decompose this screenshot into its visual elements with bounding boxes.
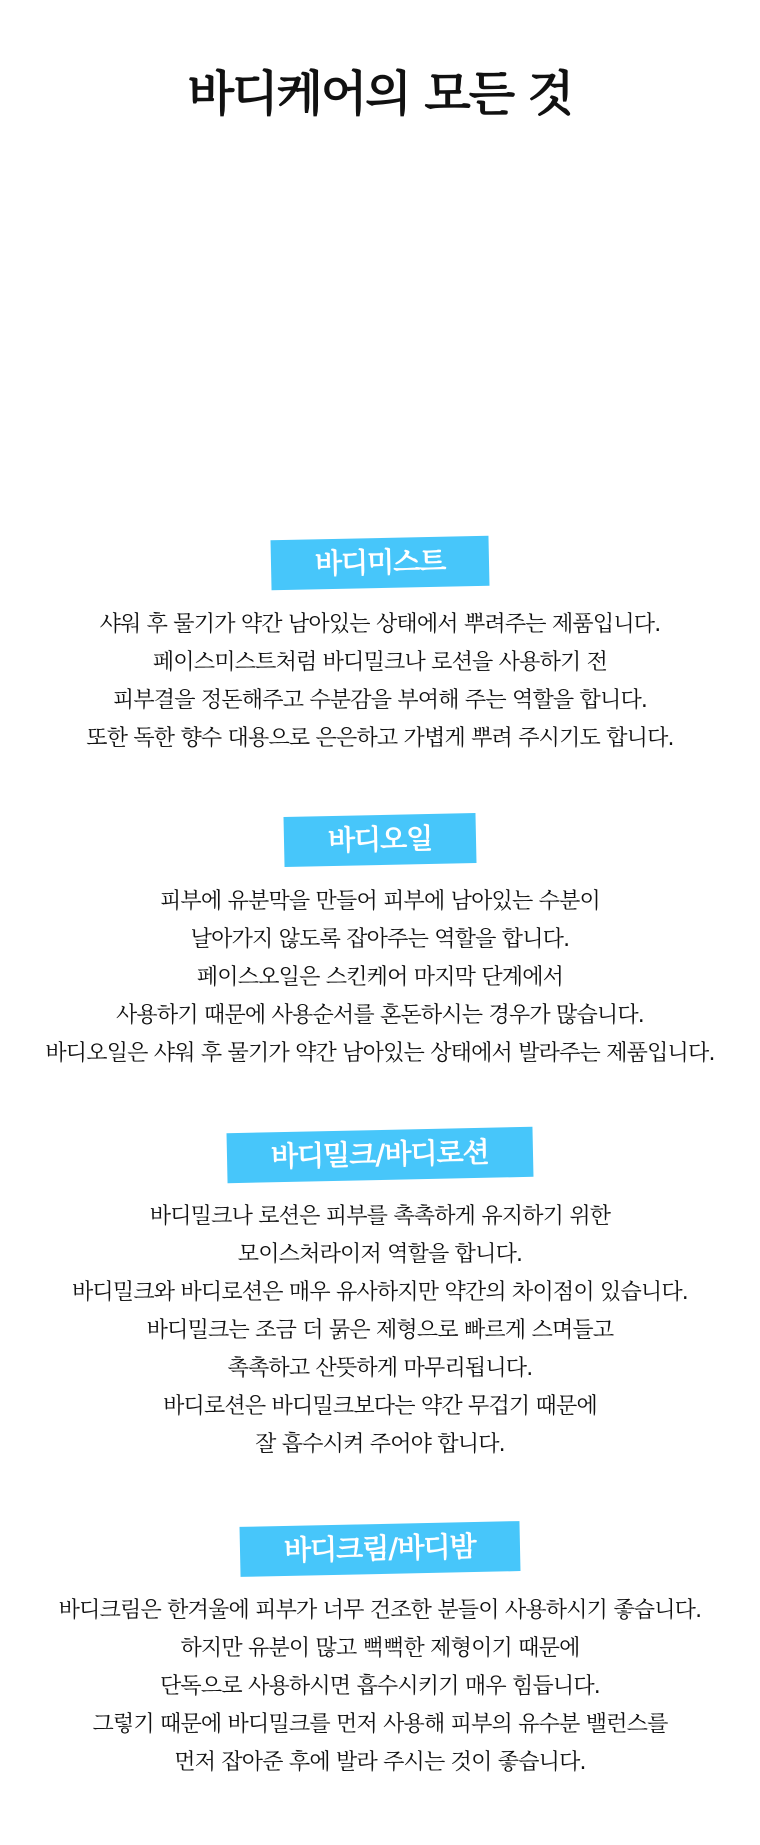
text-line: 그렇기 때문에 바디밀크를 먼저 사용해 피부의 유수분 밸런스를	[92, 1712, 668, 1737]
text-line: 페이스오일은 스킨케어 마지막 단계에서	[196, 965, 564, 990]
text-line: 샤워 후 물기가 약간 남아있는 상태에서 뿌려주는 제품입니다.	[99, 612, 661, 637]
text-line: 잘 흡수시켜 주어야 합니다.	[255, 1432, 505, 1457]
text-line: 페이스미스트처럼 바디밀크나 로션을 사용하기 전	[152, 650, 608, 675]
section-heading-badge: 바디미스트	[270, 536, 489, 591]
section-body-mist	[0, 538, 760, 758]
section-body-text	[0, 1592, 760, 1782]
text-line: 피부결을 정돈해주고 수분감을 부여해 주는 역할을 합니다.	[112, 688, 648, 713]
section-body-cream-balm	[0, 1524, 760, 1782]
text-line: 바디밀크와 바디로션은 매우 유사하지만 약간의 차이점이 있습니다.	[71, 1280, 688, 1305]
text-line: 바디로션은 바디밀크보다는 약간 무겁기 때문에	[163, 1394, 597, 1419]
text-line: 바디크림은 한겨울에 피부가 너무 건조한 분들이 사용하시기 좋습니다.	[58, 1598, 702, 1623]
text-line: 하지만 유분이 많고 뻑뻑한 제형이기 때문에	[180, 1636, 580, 1661]
text-line: 먼저 잡아준 후에 발라 주시는 것이 좋습니다.	[174, 1750, 586, 1775]
text-line: 또한 독한 향수 대용으로 은은하고 가볍게 뿌려 주시기도 합니다.	[86, 726, 674, 751]
text-line: 모이스처라이저 역할을 합니다.	[237, 1242, 523, 1267]
text-line: 단독으로 사용하시면 흡수시키기 매우 힘듭니다.	[159, 1674, 600, 1699]
page-title: 바디케어의 모든 것	[187, 66, 573, 122]
section-heading-badge: 바디오일	[283, 813, 476, 867]
text-line: 바디오일은 샤워 후 물기가 약간 남아있는 상태에서 발라주는 제품입니다.	[45, 1041, 715, 1066]
section-body-oil	[0, 815, 760, 1073]
section-body-milk-lotion	[0, 1130, 760, 1464]
text-line: 바디밀크나 로션은 피부를 촉촉하게 유지하기 위한	[149, 1204, 611, 1229]
text-line: 피부에 유분막을 만들어 피부에 남아있는 수분이	[159, 889, 600, 914]
section-body-text	[0, 1198, 760, 1464]
text-line: 날아가지 않도록 잡아주는 역할을 합니다.	[190, 927, 570, 952]
section-heading-badge: 바디크림/바디밤	[240, 1521, 521, 1577]
section-heading-badge: 바디밀크/바디로션	[227, 1127, 534, 1183]
section-body-text	[0, 606, 760, 758]
text-line: 촉촉하고 산뜻하게 마무리됩니다.	[227, 1356, 533, 1381]
text-line: 바디밀크는 조금 더 묽은 제형으로 빠르게 스며들고	[146, 1318, 614, 1343]
section-body-text	[0, 883, 760, 1073]
text-line: 사용하기 때문에 사용순서를 혼돈하시는 경우가 많습니다.	[115, 1003, 644, 1028]
